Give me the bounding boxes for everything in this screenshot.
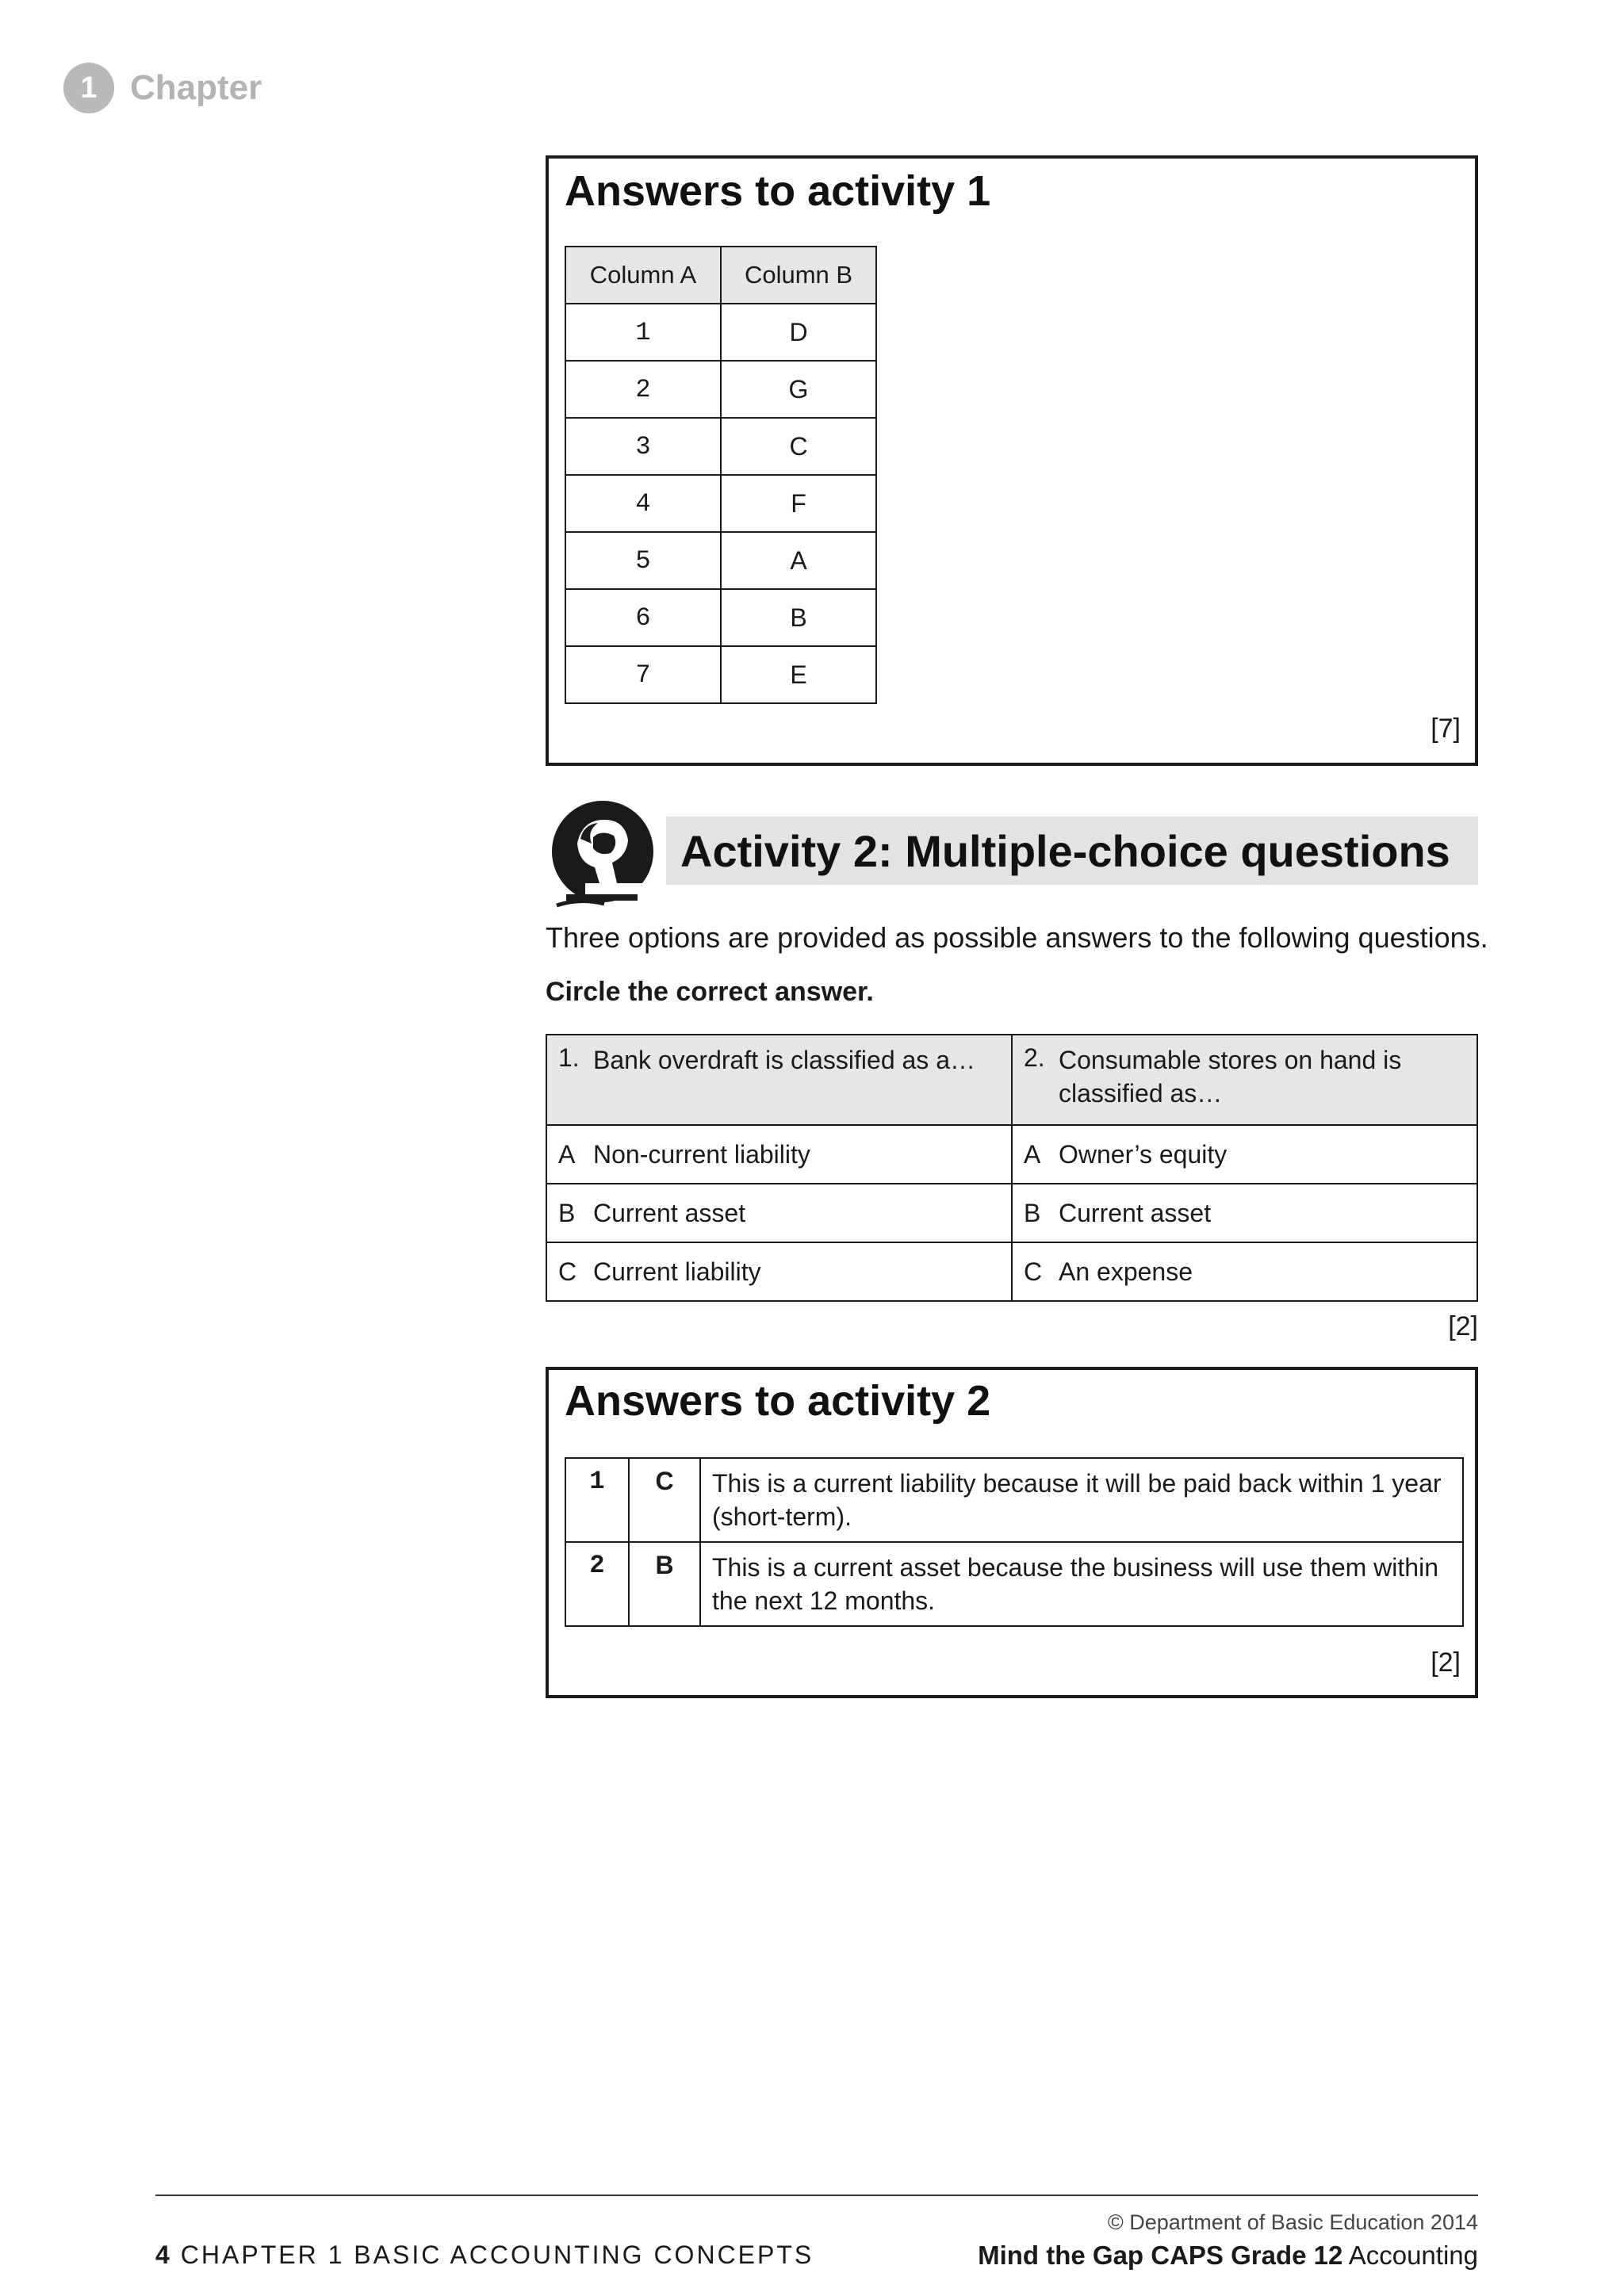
chapter-number-badge: 1 [63,63,114,113]
answers-1-table [565,246,877,704]
student-writing-icon [546,799,660,913]
answer-number: 2 [565,1542,629,1626]
option-text: Current asset [593,1199,746,1227]
column-b-cell: G [721,361,876,418]
column-b-cell: F [721,475,876,532]
column-b-cell: A [721,532,876,589]
table-row [565,418,876,475]
question-1-number: 1. [558,1043,580,1072]
answers-1-score: [7] [1431,714,1461,744]
table-row [565,1542,1463,1626]
option-letter: A [558,1139,576,1169]
column-a-cell: 5 [565,532,721,589]
column-a-cell: 2 [565,361,721,418]
answers-2-title: Answers to activity 2 [565,1377,991,1425]
footer-chapter [155,2241,814,2270]
column-b-cell: B [721,589,876,646]
table-row [565,1458,1463,1542]
column-b-header: Column B [721,247,876,304]
answers-2-score: [2] [1431,1647,1461,1678]
option-letter: B [1024,1198,1041,1227]
series-name: Mind the Gap CAPS Grade 12 [978,2241,1343,2270]
option-letter: B [558,1198,576,1227]
activity-2-title: Activity 2: Multiple-choice questions [666,817,1478,885]
column-a-cell: 6 [565,589,721,646]
footer-divider [155,2195,1478,2196]
column-b-cell: E [721,646,876,703]
option-text: Non-current liability [593,1140,810,1169]
question-2-option[interactable] [1012,1242,1477,1301]
answers-activity-1-box [546,155,1478,766]
answer-letter: C [629,1458,700,1542]
column-a-cell: 7 [565,646,721,703]
answer-explanation: This is a current asset because the business will use them within the next 12 months. [700,1542,1463,1626]
activity-2-score: [2] [1448,1311,1478,1341]
series-title [978,2241,1478,2271]
question-1-option[interactable] [546,1242,1012,1301]
mcq-option-row [546,1242,1477,1301]
answer-number: 1 [565,1458,629,1542]
question-2-option[interactable] [1012,1184,1477,1242]
table-row [565,475,876,532]
question-2-option[interactable] [1012,1125,1477,1184]
answer-letter: B [629,1542,700,1626]
column-b-cell: D [721,304,876,361]
option-text: An expense [1059,1257,1193,1286]
question-2-number: 2. [1024,1043,1045,1072]
answers-1-title: Answers to activity 1 [565,167,991,215]
activity-2-instruction: Circle the correct answer. [546,977,874,1007]
chapter-tab [63,62,262,114]
column-a-header: Column A [565,247,721,304]
question-2-cell [1012,1035,1477,1125]
page-number: 4 [155,2241,170,2269]
option-letter: A [1024,1139,1041,1169]
table-row [565,532,876,589]
table-row [565,361,876,418]
table-header-row [565,247,876,304]
mcq-option-row [546,1184,1477,1242]
option-text: Current asset [1059,1199,1212,1227]
answers-2-table [565,1457,1464,1627]
mcq-option-row [546,1125,1477,1184]
series-subject: Accounting [1348,2241,1478,2270]
activity-2-intro: Three options are provided as possible answers to the following questions. [546,921,1488,954]
question-1-option[interactable] [546,1125,1012,1184]
column-a-cell: 4 [565,475,721,532]
answer-explanation: This is a current liability because it will be paid back within 1 year (short-term). [700,1458,1463,1542]
mcq-question-row [546,1035,1477,1125]
option-letter: C [1024,1257,1043,1286]
question-1-text: Bank overdraft is classified as a… [593,1046,975,1074]
option-text: Current liability [593,1257,761,1286]
question-2-text: Consumable stores on hand is classified as… [1059,1046,1402,1108]
answers-activity-2-box [546,1367,1478,1698]
option-letter: C [558,1257,577,1286]
footer-chapter-title: CHAPTER 1 BASIC ACCOUNTING CONCEPTS [180,2241,814,2269]
table-row [565,304,876,361]
question-1-option[interactable] [546,1184,1012,1242]
table-row [565,646,876,703]
mcq-table [546,1034,1478,1302]
column-a-cell: 1 [565,304,721,361]
option-text: Owner’s equity [1059,1140,1228,1169]
table-row [565,589,876,646]
question-1-cell [546,1035,1012,1125]
column-a-cell: 3 [565,418,721,475]
column-b-cell: C [721,418,876,475]
chapter-label: Chapter [130,68,262,107]
copyright-notice: © Department of Basic Education 2014 [1107,2210,1478,2234]
